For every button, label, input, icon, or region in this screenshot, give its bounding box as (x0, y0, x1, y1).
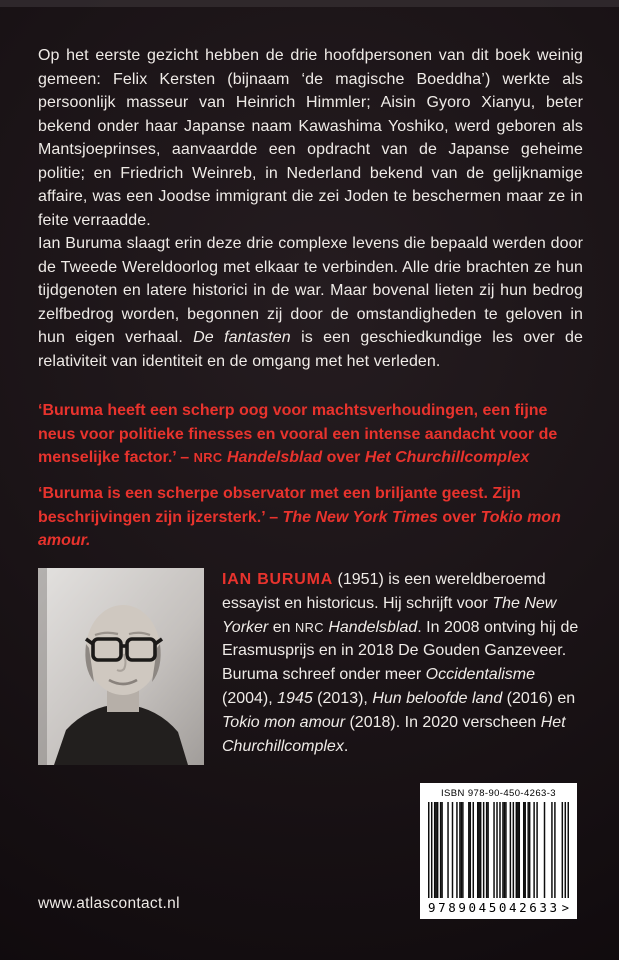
barcode-number (428, 900, 569, 915)
barcode-bars-icon (428, 802, 569, 898)
synopsis-paragraph-1: Op het eerste gezicht hebben de drie hoofdpersonen van dit boek weinig gemeen: Felix Kersten (bijnaam ‘de magische Boeddha’) werkte als persoonlijk masseur van Heinrich Himmler; Aisin Gyoro Xianyu, beter bekend onder haar Japanse naam Kawashima Yoshiko, werd geboren als Mantsjoeprinses, aanvaardde een opdracht van de Japanse geheime politie; en Friedrich Weinreb, in Nederland bekend van de gelijknamige affaire, was een Joodse immigrant die zei Joden te beschermen maar ze in feite verraadde. (38, 47, 583, 229)
author-photo (38, 568, 204, 765)
synopsis (38, 44, 583, 373)
barcode-box (420, 783, 577, 919)
isbn-label: ISBN 978-90-450-4263-3 (441, 788, 556, 799)
author-portrait-illustration (38, 568, 204, 765)
barcode-trailing-mark: > (561, 901, 569, 915)
synopsis-paragraph-2: Ian Buruma slaagt erin deze drie complexe levens die bepaald werden door de Tweede Wereldoorlog met elkaar te verbinden. Alle drie brachten ze hun tijdgenoten en latere historici in de war. Maar bovenal lieten zij hun bedrog zelfbedrog worden, begonnen zij door de omstandigheden te geloven in hun eigen verhaal. De fantasten is een geschiedkundige les over de relativiteit van identiteit en de omgang met het verleden. (38, 235, 583, 370)
book-top-edge (0, 0, 619, 7)
publisher-url: www.atlascontact.nl (38, 895, 180, 912)
author-bio: IAN BURUMA (1951) is een wereldberoemd essayist en historicus. Hij schrijft voor The New Yorker en NRC Handelsblad. In 2008 ontving hij de Erasmusprijs en in 2018 De Gouden Ganzeveer. Buruma schreef onder meer Occidentalisme (2004), 1945 (2013), Hun beloofde land (2016) en Tokio mon amour (2018). In 2020 verscheen Het Churchillcomplex. (222, 571, 579, 755)
barcode-digits: 9789045042633 (428, 900, 560, 915)
press-quote-nyt: ‘Buruma is een scherpe observator met een briljante geest. Zijn beschrijvingen zijn ijzersterk.’ – The New York Times over Tokio mon amour. (38, 485, 561, 549)
press-quote-nrc: ‘Buruma heeft een scherp oog voor machtsverhoudingen, een fijne neus voor politieke finesses en vooral een intense aandacht voor de menselijke factor.’ – NRC Handelsblad over Het Churchillcomplex (38, 402, 558, 466)
